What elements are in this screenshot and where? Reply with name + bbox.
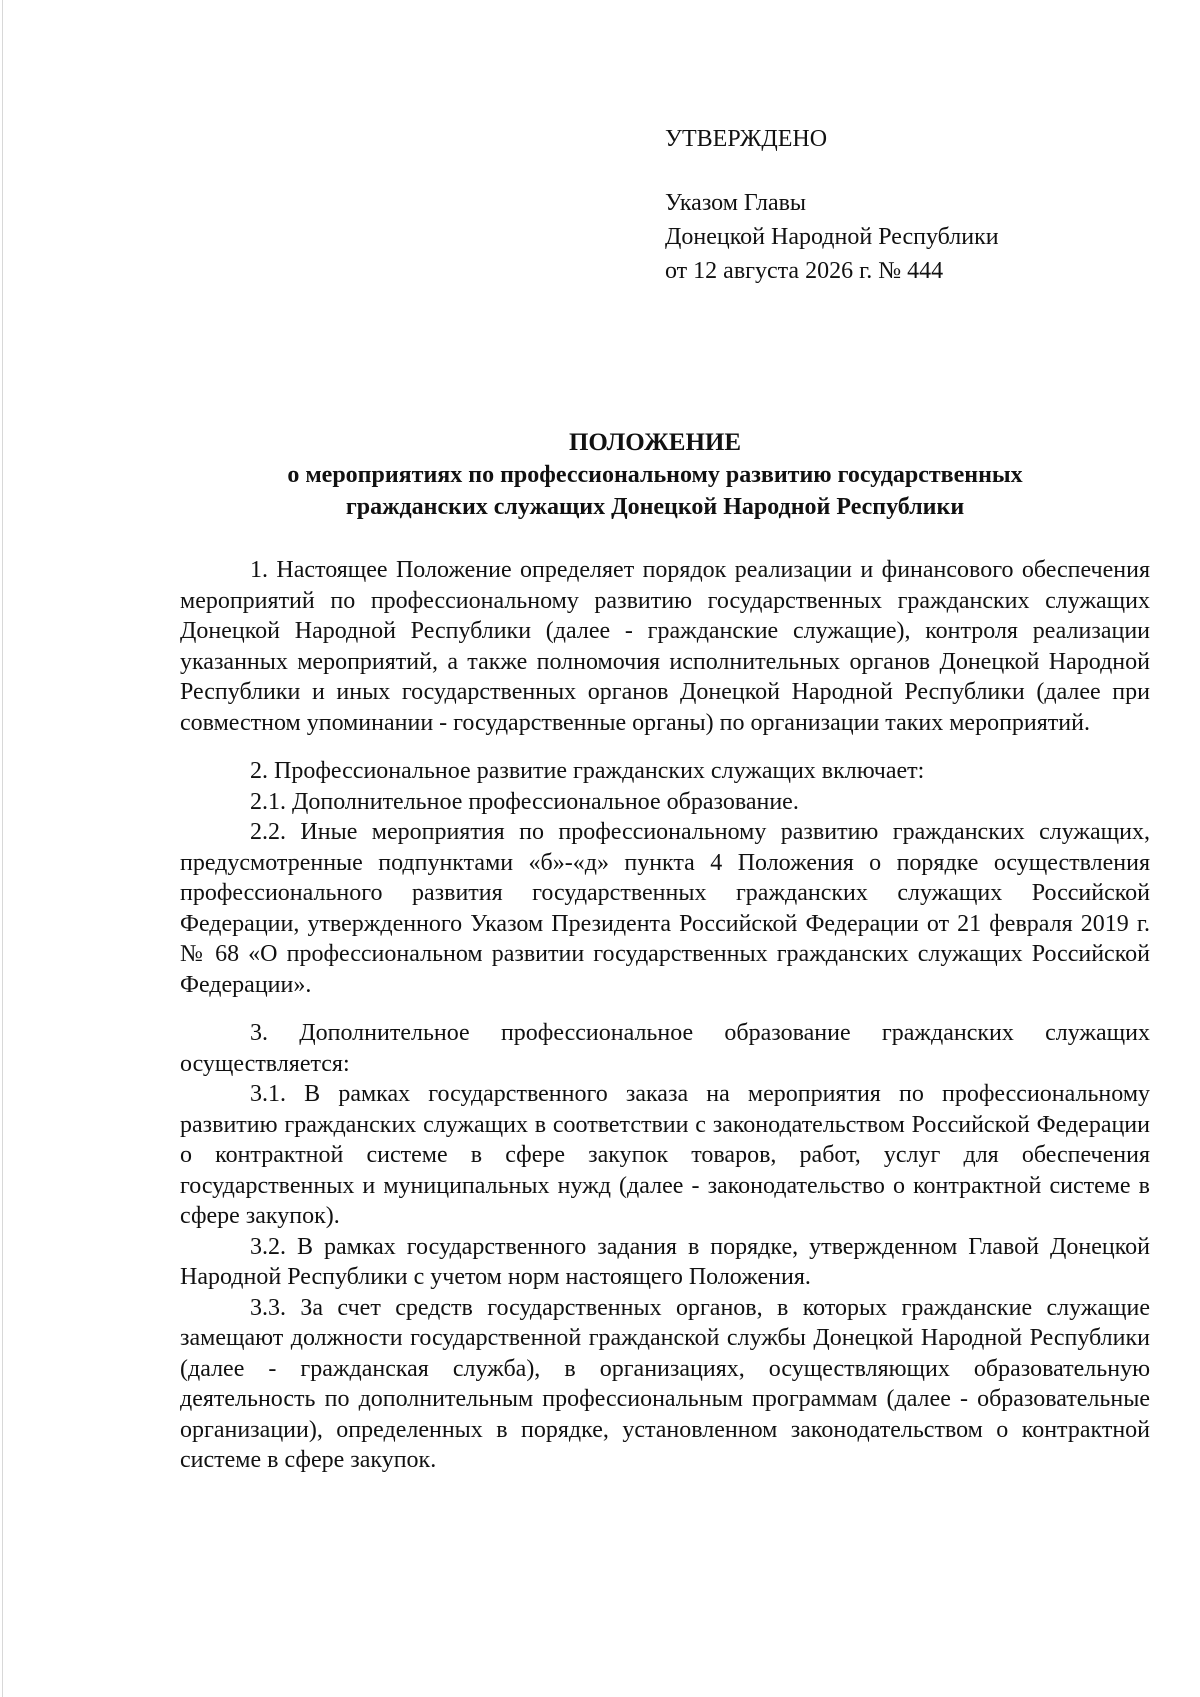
title-line-1: о мероприятиях по профессиональному развитию государственных [287,462,1023,488]
paragraph-3-1: 3.1. В рамках государственного заказа на мероприятия по профессиональному развитию гражданских служащих в соответствии с законодательством Российской Федерации о контрактной системе в сфере закупок товаров, работ, услуг для обеспечения государственных и муниципальных нужд (далее - законодательство о контрактной системе в сфере закупок). [180,1081,1150,1229]
paragraph-2: 2. Профессиональное развитие гражданских служащих включает: [250,758,925,784]
approval-stamp: УТВЕРЖДЕНО [665,126,828,152]
approval-line-2: Донецкой Народной Республики [665,224,999,250]
paragraph-3-2: 3.2. В рамках государственного задания в порядке, утвержденном Главой Донецкой Народной Республики с учетом норм настоящего Положения. [180,1233,1150,1290]
paragraph-2-1: 2.1. Дополнительное профессиональное образование. [250,788,799,815]
approval-block [665,122,1125,288]
approval-line-1: Указом Главы [665,190,807,216]
approval-line-3: от 12 августа 2026 г. № 444 [665,258,944,284]
paragraph-1: 1. Настоящее Положение определяет порядок реализации и финансового обеспечения мероприятий по профессиональному развитию государственных гражданских служащих Донецкой Народной Республики (далее - гражданские служащие), контроля реализации указанных мероприятий, а также полномочия исполнительных органов Донецкой Народной Республики и иных государственных органов Донецкой Народной Республики (далее при совместном упоминании - государственные органы) по организации таких мероприятий. [180,557,1150,736]
paragraph-3-3: 3.3. За счет средств государственных органов, в которых гражданские служащие замещают должности государственной гражданской службы Донецкой Народной Республики (далее - гражданская служба), в организациях, осуществляющих образовательную деятельность по дополнительным профессиональным программам (далее - образовательные организации), определенных в порядке, установленном законодательством о контрактной системе в сфере закупок. [180,1294,1150,1473]
paragraph-2-2: 2.2. Иные мероприятия по профессиональному развитию гражданских служащих, предусмотренные подпунктами «б»-«д» пункта 4 Положения о порядке осуществления профессионального развития государственных гражданских служащих Российской Федерации, утвержденного Указом Президента Российской Федерации от 21 февраля 2019 г. № 68 «О профессиональном развитии государственных гражданских служащих Российской Федерации». [180,819,1150,998]
title-line-2: гражданских служащих Донецкой Народной Республики [345,494,965,520]
paragraph-3: 3. Дополнительное профессиональное образование гражданских служащих осуществляется: [180,1020,1150,1077]
document-title [180,427,1130,523]
title-main: ПОЛОЖЕНИЕ [568,429,742,456]
document-body [180,555,1150,1476]
scan-edge-line [2,0,3,1697]
